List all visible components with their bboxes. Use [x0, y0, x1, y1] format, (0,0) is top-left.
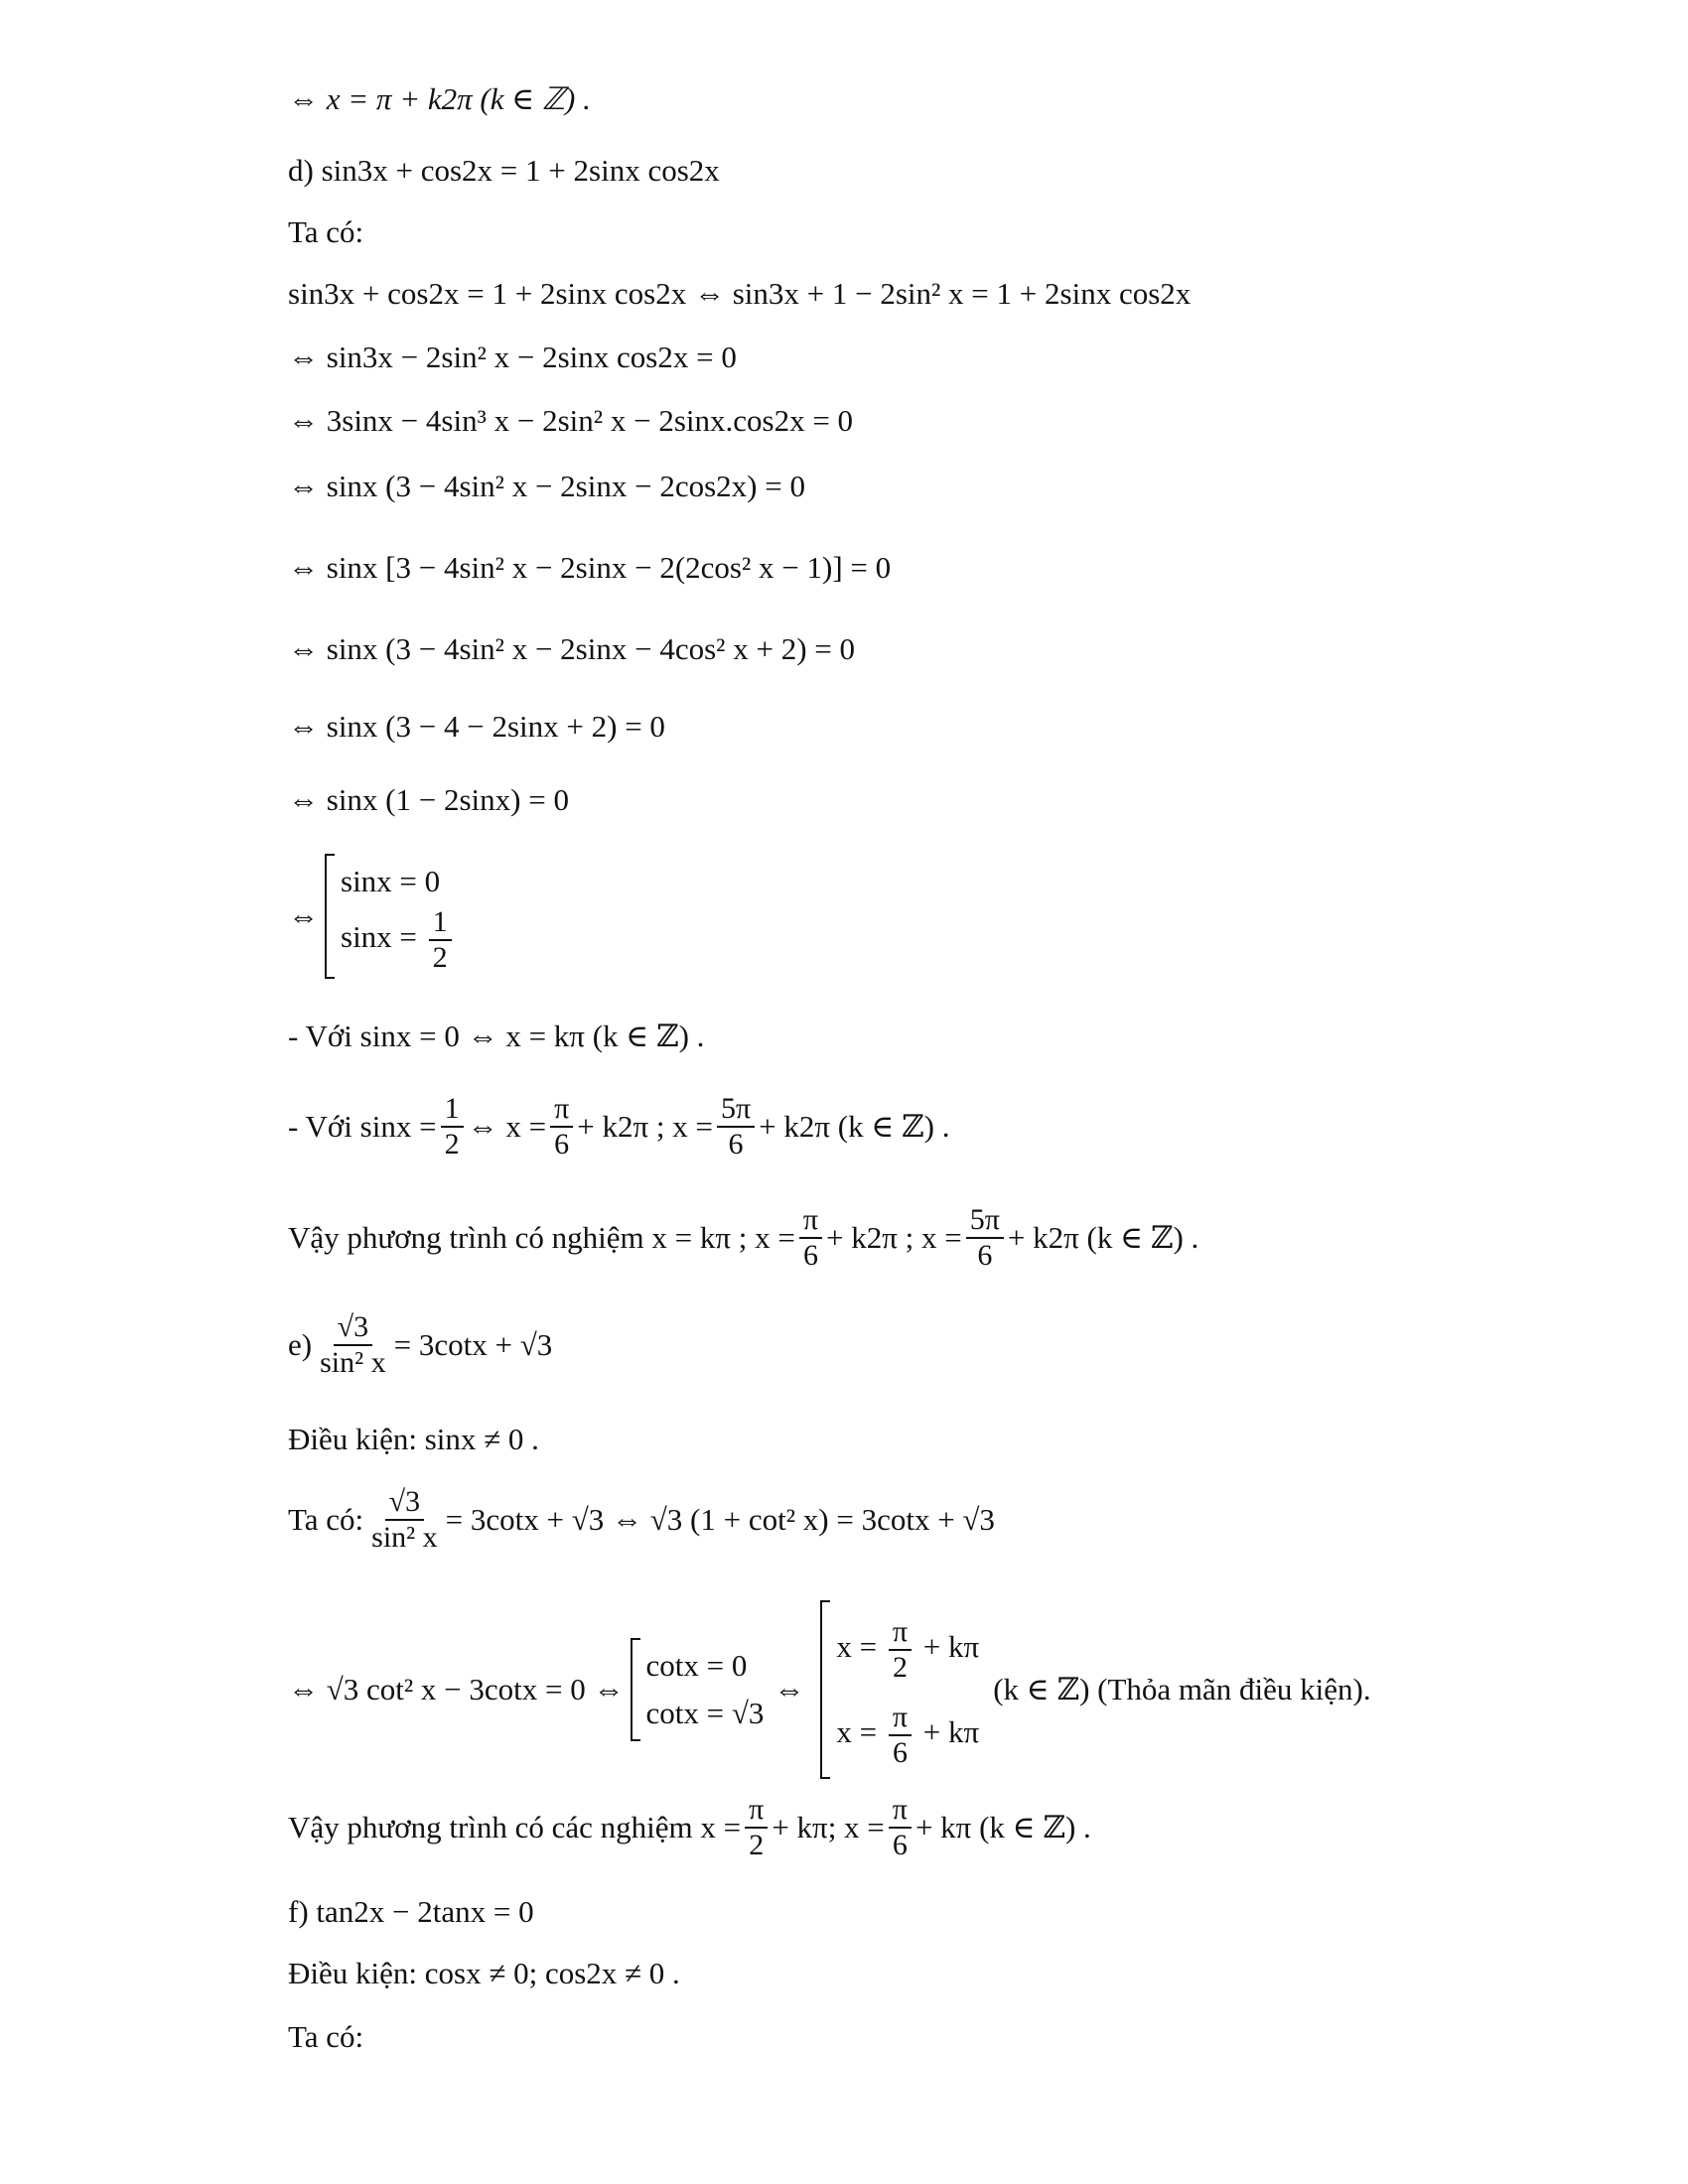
equation-line: ⇔ x = π + k2π (k ∈ ℤ) .: [288, 81, 591, 116]
equation-line: - Với sinx = $\frac{1}{2}$ ⇔ x = $\frac{\pi}{6}$ + k2π ; x = $\frac{5\pi}{6}$ + k2π (k ∈ ℤ) .: [288, 1092, 950, 1160]
equation-system-line: ⇔ √3 cot² x − 3cotx = 0 ⇔ cotx = 0 cotx = √3 ⇔ x = $\frac{\pi}{2}$ + kπ x = $\frac{\pi}{6}$ + kπ (k ∈ ℤ) (Thỏa mãn điều kiện).: [288, 1600, 1371, 1779]
bracket-system: [631, 1638, 765, 1741]
system-row: sinx = $\frac{1}{2}$: [341, 905, 456, 975]
equation-line: Vậy phương trình có nghiệm x = kπ ; x = $\frac{\pi}{6}$ + k2π ; x = $\frac{5\pi}{6}$ + k2π (k ∈ ℤ) .: [288, 1203, 1199, 1272]
fraction: $\frac{1}{2}$: [429, 905, 452, 975]
equation-line: ⇔ sinx (1 − 2sinx) = 0: [288, 782, 569, 817]
system-row: cotx = √3: [645, 1696, 765, 1730]
equation-line: ⇔ sinx (3 − 4 − 2sinx + 2) = 0: [288, 709, 665, 744]
system-row: x = $\frac{\pi}{2}$ + kπ: [836, 1614, 980, 1684]
fraction: $\frac{1}{2}$: [441, 1092, 464, 1161]
equation-line: Ta có: $\frac{√3}{\text{sin² x}}$ = 3cotx + √3 ⇔ √3 (1 + cot² x) = 3cotx + √3: [288, 1485, 995, 1554]
problem-d-heading: d) sin3x + cos2x = 1 + 2sinx cos2x: [288, 153, 720, 188]
system-row: cotx = 0: [645, 1648, 748, 1683]
equation-line: ⇔ sinx (3 − 4sin² x − 2sinx − 4cos² x + 2) = 0: [288, 631, 856, 666]
equation-line: ⇔ sinx [3 − 4sin² x − 2sinx − 2(2cos² x − 1)] = 0: [288, 550, 892, 585]
fraction: $\frac{√3}{\text{sin² x}}$: [320, 1310, 386, 1379]
text-line: Ta có:: [288, 214, 364, 249]
fraction: $\frac{\pi}{6}$: [889, 1793, 912, 1862]
equation-system-line: [288, 854, 456, 979]
condition-line: Điều kiện: sinx ≠ 0 .: [288, 1422, 539, 1456]
fraction: $\frac{\pi}{6}$: [550, 1092, 573, 1161]
equation-line: Vậy phương trình có các nghiệm x = $\frac{\pi}{2}$ + kπ; x = $\frac{\pi}{6}$ + kπ (k ∈ ℤ) .: [288, 1793, 1091, 1861]
problem-f-heading: f) tan2x − 2tanx = 0: [288, 1894, 534, 1929]
fraction: $\frac{√3}{\text{sin² x}}$: [371, 1485, 438, 1554]
fraction: $\frac{\pi}{6}$: [889, 1701, 912, 1770]
equation-line: ⇔ 3sinx − 4sin³ x − 2sin² x − 2sinx.cos2x = 0: [288, 403, 854, 438]
system-row: sinx = 0: [341, 864, 441, 898]
bracket-system: [820, 1600, 979, 1779]
equation-line: sin3x + cos2x = 1 + 2sinx cos2x ⇔ sin3x + 1 − 2sin² x = 1 + 2sinx cos2x: [288, 276, 1192, 311]
equiv-symbol: ⇔: [288, 898, 319, 933]
condition-line: Điều kiện: cosx ≠ 0; cos2x ≠ 0 .: [288, 1956, 680, 1990]
fraction: $\frac{5\pi}{6}$: [966, 1203, 1004, 1273]
bracket-system: [325, 854, 456, 979]
fraction: $\frac{5\pi}{6}$: [717, 1092, 755, 1161]
fraction: $\frac{\pi}{6}$: [799, 1203, 822, 1273]
equation-line: ⇔ sin3x − 2sin² x − 2sinx cos2x = 0: [288, 340, 737, 374]
fraction: $\frac{\pi}{2}$: [889, 1615, 912, 1685]
system-row: x = $\frac{\pi}{6}$ + kπ: [836, 1700, 980, 1769]
equation-line: ⇔ sinx (3 − 4sin² x − 2sinx − 2cos2x) = 0: [288, 469, 805, 503]
text-line: Ta có:: [288, 2019, 364, 2054]
fraction: $\frac{\pi}{2}$: [745, 1793, 768, 1862]
problem-e-heading: e) $\frac{√3}{\text{sin² x}}$ = 3cotx + √3: [288, 1310, 553, 1379]
equation-line: - Với sinx = 0 ⇔ x = kπ (k ∈ ℤ) .: [288, 1019, 705, 1053]
